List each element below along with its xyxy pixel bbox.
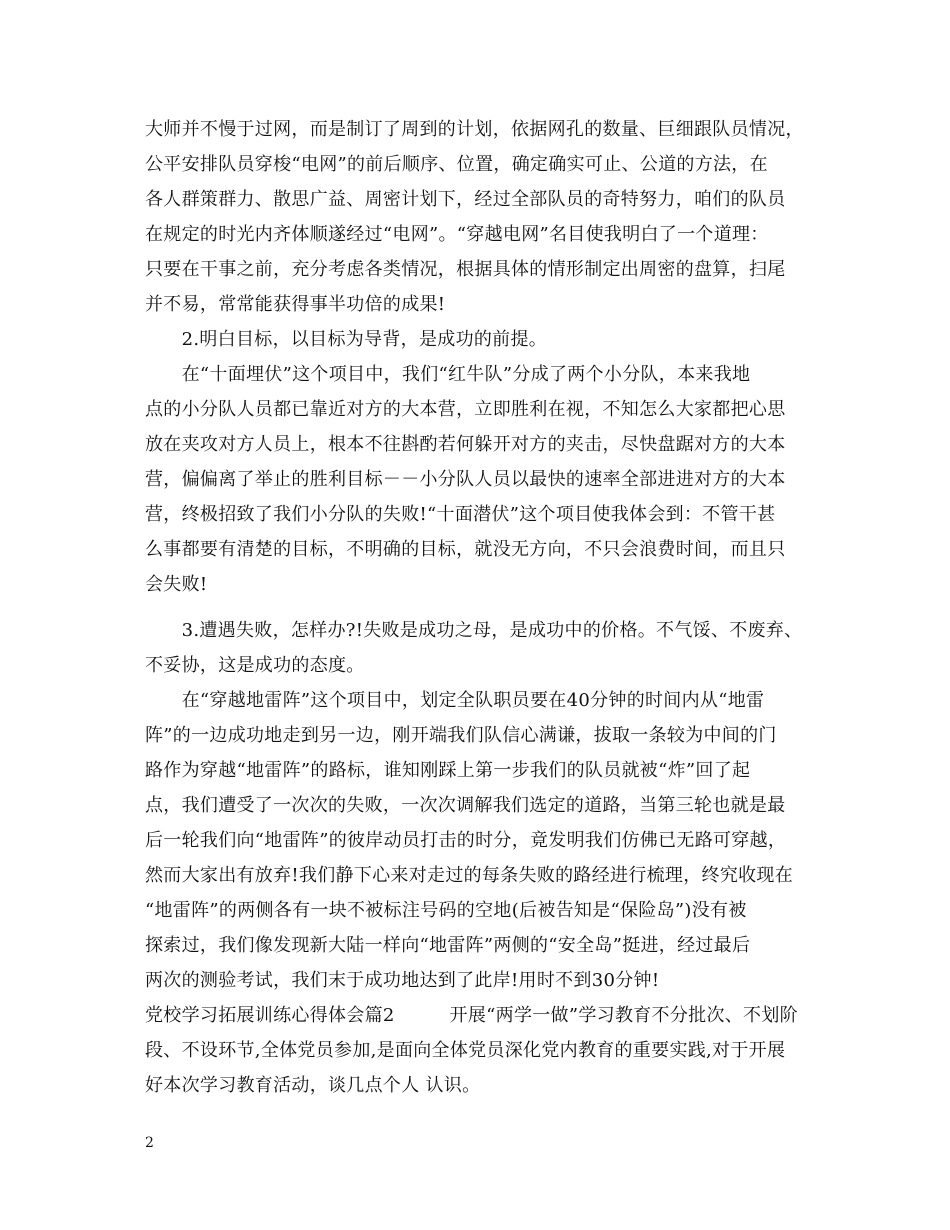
text-line: 在“十面埋伏”这个项目中，我们“红牛队”分成了两个小分队，本来我地 xyxy=(145,364,751,385)
text-line: 会失败! xyxy=(145,574,208,595)
page-number: 2 xyxy=(145,1135,154,1151)
text-line: 3.遭遇失败，怎样办?!失败是成功之母，是成功中的价格。不气馁、不废弃、 xyxy=(145,620,803,641)
text-line: 好本次学习教育活动，谈几点个人 认识。 xyxy=(145,1075,481,1096)
text-line: 大师并不慢于过网，而是制订了周到的计划，依据网孔的数量、巨细跟队员情况， xyxy=(145,119,804,140)
text-line: 党校学习拓展训练心得体会篇2 开展“两学一做”学习教育不分批次、不划阶 xyxy=(145,1005,798,1026)
text-line: 么事都要有清楚的目标，不明确的目标，就没无方向，不只会浪费时间，而且只 xyxy=(145,539,786,560)
text-line: 路作为穿越“地雷阵”的路标，谁知刚踩上第一步我们的队员就被“炸”回了起 xyxy=(145,760,751,781)
text-line: 阵”的一边成功地走到另一边，刚开端我们队信心满谦，拔取一条较为中间的门 xyxy=(145,725,777,746)
text-line: 只要在干事之前，充分考虑各类情况，根据具体的情形制定出周密的盘算，扫尾 xyxy=(145,259,786,280)
text-line: 公平安排队员穿梭“电网”的前后顺序、位置，确定确实可止、公道的方法，在 xyxy=(145,154,768,175)
text-line: 2.明白目标，以目标为导背，是成功的前提。 xyxy=(145,329,548,350)
text-line: 然而大家出有放弃!我们静下心来对走过的每条失败的路经进行梳理，终究收现在 xyxy=(145,865,794,886)
text-line: 放在夹攻对方人员上，根本不往斟酌若何躲开对方的夹击，尽快盘踞对方的大本 xyxy=(145,434,786,455)
text-line: 两次的测验考试，我们末于成功地达到了此岸!用时不到30分钟! xyxy=(145,970,660,991)
text-line: 点的小分队人员都已靠近对方的大本营，立即胜利在视，不知怎么大家都把心思 xyxy=(145,399,786,420)
text-line: 后一轮我们向“地雷阵”的彼岸动员打击的时分，竟发明我们仿佛已无路可穿越， xyxy=(145,830,787,851)
text-line: 营，偏偏离了举止的胜利目标－－小分队人员以最快的速率全部进进对方的大本 xyxy=(145,469,786,490)
text-line: 不妥协，这是成功的态度。 xyxy=(145,655,365,676)
text-line: “地雷阵”的两侧各有一块不被标注号码的空地(后被告知是“保险岛”)没有被 xyxy=(145,900,747,921)
text-line: 在“穿越地雷阵”这个项目中，划定全队职员要在40分钟的时间内从“地雷 xyxy=(145,690,765,711)
text-line: 在规定的时光内齐体顺遂经过“电网”。“穿越电网”名目使我明白了一个道理： xyxy=(145,224,769,245)
text-line: 各人群策群力、散思广益、周密计划下，经过全部队员的奇特努力，咱们的队员 xyxy=(145,189,786,210)
text-line: 并不易，常常能获得事半功倍的成果! xyxy=(145,294,446,315)
text-line: 营，终极招致了我们小分队的失败!“十面潜伏”这个项目使我体会到：不管干甚 xyxy=(145,504,776,525)
text-line: 探索过，我们像发现新大陆一样向“地雷阵”两侧的“安全岛”挺进，经过最后 xyxy=(145,935,751,956)
text-line: 段、不设环节,全体党员参加,是面向全体党员深化党内教育的重要实践,对于开展 xyxy=(145,1040,786,1061)
text-line: 点，我们遭受了一次次的失败，一次次调解我们选定的道路，当第三轮也就是最 xyxy=(145,795,786,816)
